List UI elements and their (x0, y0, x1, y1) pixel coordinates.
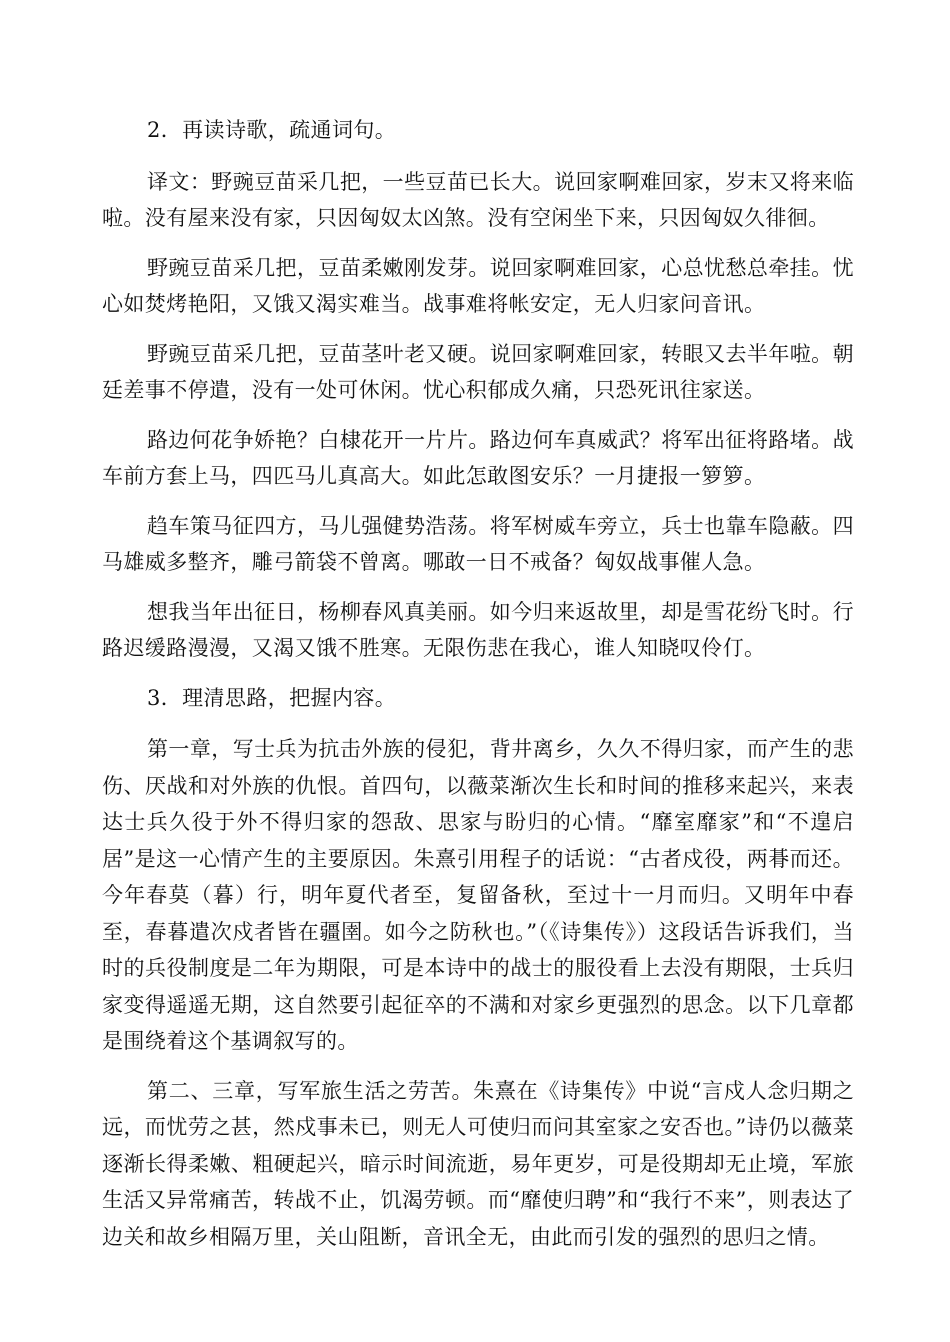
translation-paragraph-5: 趋车策马征四方，马儿强健势浩荡。将军树威车旁立，兵士也靠车隐蔽。四马雄威多整齐，雕弓箭袋不曾离。哪敢一日不戒备？匈奴战事催人急。 (102, 513, 854, 574)
section-heading-3: 3．理清思路，把握内容。 (147, 685, 397, 710)
translation-paragraph-2: 野豌豆苗采几把，豆苗柔嫩刚发芽。说回家啊难回家，心总忧愁总牵挂。忧心如焚烤艳阳，又饿又渴实难当。战事难将帐安定，无人归家问音讯。 (102, 255, 854, 316)
translation-paragraph-4: 路边何花争娇艳？白棣花开一片片。路边何车真威武？将军出征将路堵。战车前方套上马，四匹马儿真高大。如此怎敢图安乐？一月捷报一箩箩。 (102, 427, 854, 488)
translation-paragraph-6: 想我当年出征日，杨柳春风真美丽。如今归来返故里，却是雪花纷飞时。行路迟缓路漫漫，又渴又饿不胜寒。无限伤悲在我心，谁人知晓叹伶仃。 (102, 599, 854, 660)
translation-paragraph-3: 野豌豆苗采几把，豆苗茎叶老又硬。说回家啊难回家，转眼又去半年啦。朝廷差事不停遣，没有一处可休闲。忧心积郁成久痛，只恐死讯往家送。 (102, 341, 854, 402)
analysis-paragraph-2: 第二、三章，写军旅生活之劳苦。朱熹在《诗集传》中说“言戍人念归期之远，而忧劳之甚，然戍事未已，则无人可使归而问其室家之安否也。”诗仍以薇菜逐渐长得柔嫩、粗硬起兴，暗示时间流逝，易年更岁，可是役期却无止境，军旅生活又异常痛苦，转战不止，饥渴劳顿。而“靡使归聘”和“我行不来”，则表达了边关和故乡相隔万里，关山阻断，音讯全无，由此而引发的强烈的思归之情。 (102, 1078, 854, 1249)
translation-paragraph-1: 译文：野豌豆苗采几把，一些豆苗已长大。说回家啊难回家，岁末又将来临啦。没有屋来没有家，只因匈奴太凶煞。没有空闲坐下来，只因匈奴久徘徊。 (102, 169, 854, 230)
analysis-paragraph-1: 第一章，写士兵为抗击外族的侵犯，背井离乡，久久不得归家，而产生的悲伤、厌战和对外族的仇恨。首四句，以薇菜渐次生长和时间的推移来起兴，来表达士兵久役于外不得归家的怨敌、思家与盼归的心情。“靡室靡家”和“不遑启居”是这一心情产生的主要原因。朱熹引用程子的话说：“古者戍役，两朞而还。今年春莫（暮）行，明年夏代者至，复留备秋，至过十一月而归。又明年中春至，春暮遣次戍者皆在疆圉。如今之防秋也。”（《诗集传》）这段话告诉我们，当时的兵役制度是二年为期限，可是本诗中的战士的服役看上去没有期限，士兵归家变得遥遥无期，这自然要引起征卒的不满和对家乡更强烈的思念。以下几章都是围绕着这个基调叙写的。 (102, 737, 854, 1053)
section-heading-2: 2．再读诗歌，疏通词句。 (147, 118, 397, 142)
document-body (102, 112, 854, 1268)
